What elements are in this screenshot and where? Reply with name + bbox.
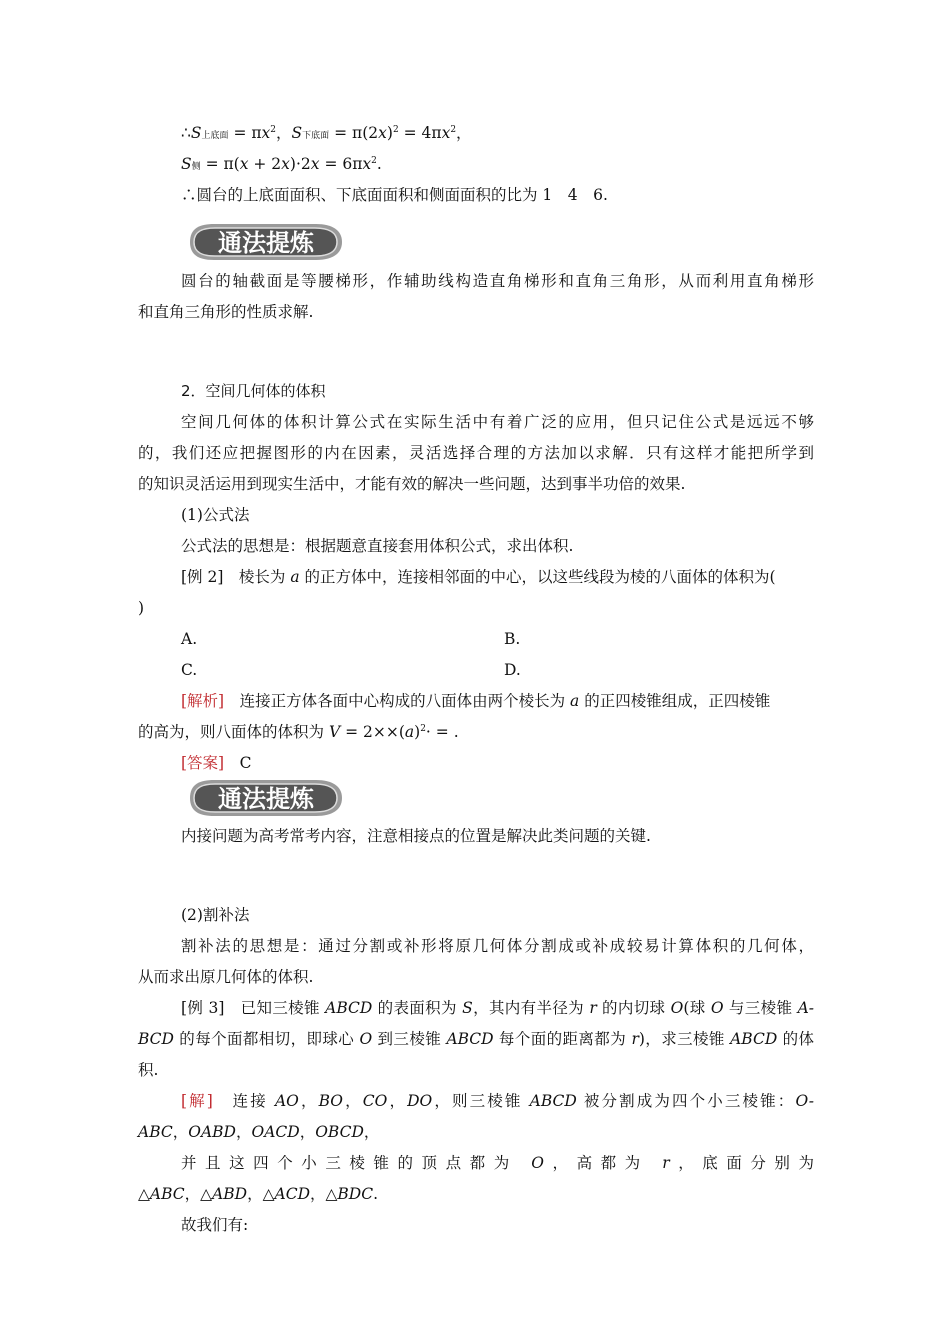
example3-line2: BCD 的每个面都相切，即球心 O 到三棱锥 ABCD 每个面的距离都为 r)，求三棱锥 ABCD 的体 (138, 1030, 815, 1048)
method-summary-badge-2 (184, 776, 346, 820)
example3-line1: [例 3] 已知三棱锥 ABCD 的表面积为 S，其内有半径为 r 的内切球 O(球 O 与三棱锥 A- (181, 999, 814, 1017)
solution-line5: 故我们有: (181, 1216, 249, 1234)
example2-analysis: [解析] 连接正方体各面中心构成的八面体由两个棱长为 a 的正四棱锥组成，正四棱锥 (181, 692, 771, 710)
tip2-line1: 内接问题为高考常考内容，注意相接点的位置是解决此类问题的关键. (181, 827, 651, 845)
method2-desc-line2: 从而求出原几何体的体积. (138, 968, 314, 986)
ratio-conclusion: ∴圆台的上底面面积、下底面面积和侧面面积的比为 1 4 6. (181, 186, 608, 204)
solution-line3: 并且这四个小三棱锥的顶点都为 O，高都为 r，底面分别为 (181, 1154, 814, 1172)
formula-lateral-area: S侧 = $\pi(x + 2x)\cdot 2x = 6\pi x^2$. (181, 155, 382, 173)
method1-description: 公式法的思想是：根据题意直接套用体积公式，求出体积. (181, 537, 574, 555)
example2-analysis-cont: 的高为，则八面体的体积为 $V = 2\times\times(a)^2\cdot$ = . (138, 723, 459, 741)
method2-desc-line1: 割补法的思想是：通过分割或补形将原几何体分割成或补成较易计算体积的几何体， (181, 937, 814, 955)
example2-answer: [答案] C (181, 754, 252, 772)
tip1-line1: 圆台的轴截面是等腰梯形，作辅助线构造直角梯形和直角三角形，从而利用直角梯形 (181, 272, 814, 290)
example2-question-cont: ) (138, 599, 145, 617)
intro-line2: 的，我们还应把握图形的内在因素，灵活选择合理的方法加以求解．只有这样才能把所学到 (138, 444, 814, 462)
solution-line2: ABC，OABD，OACD，OBCD， (138, 1123, 380, 1141)
solution-tag: [解] (181, 1092, 213, 1110)
method1-title: (1)公式法 (181, 506, 250, 524)
solution-line1: [解] 连接 AO，BO，CO，DO，则三棱锥 ABCD 被分割成为四个小三棱锥：O- (181, 1092, 814, 1110)
badge-text-2: 通法提炼 (218, 785, 314, 813)
option-b: B. (504, 630, 521, 648)
formula-base-areas: ∴S上底面 = $\pi x^2$，S下底面 = $\pi(2x)^2 = 4\pi x^2$， (181, 124, 472, 142)
method-summary-badge (184, 220, 346, 264)
example2-tag: [例 2] (181, 568, 224, 586)
intro-line1: 空间几何体的体积计算公式在实际生活中有着广泛的应用，但只记住公式是远远不够 (181, 413, 814, 431)
intro-line3: 的知识灵活运用到现实生活中，才能有效的解决一些问题，达到事半功倍的效果. (138, 475, 686, 493)
solution-line4: △ABC，△ABD，△ACD，△BDC. (138, 1185, 379, 1203)
tip1-line2: 和直角三角形的性质求解. (138, 303, 314, 321)
badge-text: 通法提炼 (218, 229, 314, 257)
analysis-tag: [解析] (181, 692, 225, 710)
option-c: C. (181, 661, 198, 679)
example3-tag: [例 3] (181, 999, 225, 1017)
option-a: A. (181, 630, 198, 648)
example3-line3: 积. (138, 1061, 159, 1079)
example2-question: [例 2] 棱长为 a 的正方体中，连接相邻面的中心，以这些线段为棱的八面体的体积为( (181, 568, 776, 586)
answer-tag: [答案] (181, 754, 225, 772)
section-heading: 2．空间几何体的体积 (181, 382, 326, 400)
option-d: D. (504, 661, 521, 679)
method2-title: (2)割补法 (181, 906, 250, 924)
